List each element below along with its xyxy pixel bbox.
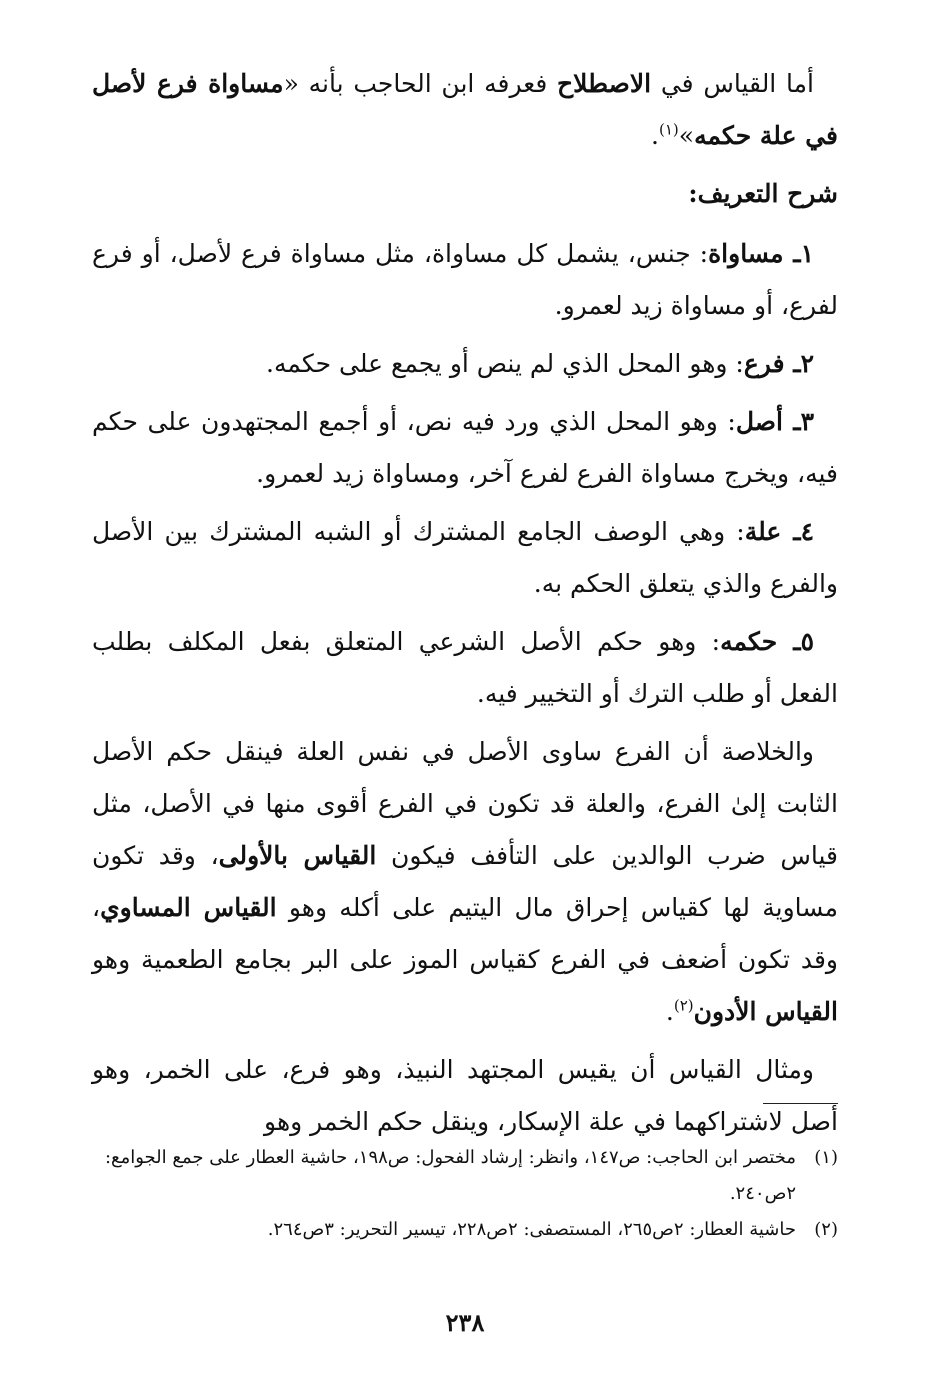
intro-end: .	[651, 121, 659, 150]
section-heading: شرح التعريف:	[688, 179, 838, 208]
item-number: ٢ـ	[784, 349, 814, 378]
item-term: فرع	[743, 349, 785, 378]
intro-quote-close: »	[678, 121, 695, 150]
summary-term-musawi: القياس المساوي	[100, 893, 277, 922]
item-text: : جنس، يشمل كل مساواة، مثل مساواة فرع لأصل، أو فرع لفرع، أو مساواة زيد لعمرو.	[92, 239, 838, 320]
footnote-number: (١)	[814, 1147, 838, 1168]
item-number: ٤ـ	[781, 517, 814, 546]
intro-bold-term: الاصطلاح	[557, 69, 652, 98]
summary-paragraph	[92, 726, 838, 1038]
example-paragraph: ومثال القياس أن يقيس المجتهد النبيذ، وهو فرع، على الخمر، وهو أصل لاشتراكهما في علة الإسكار، وينقل حكم الخمر وهو	[92, 1055, 838, 1136]
footnote-text: حاشية العطار: ٢ص٢٦٥، المستصفى: ٢ص٢٢٨، تيسير التحرير: ٣ص٢٦٤.	[267, 1219, 796, 1240]
item-number: ١ـ	[783, 239, 814, 268]
item-term: أصل	[735, 407, 783, 436]
item-text: : وهو المحل الذي ورد فيه نص، أو أجمع المجتهدون على حكم فيه، ويخرج مساواة الفرع لفرع آخر، ومساواة زيد لعمرو.	[92, 407, 838, 488]
definition-item	[92, 506, 838, 610]
item-term: حكمه	[720, 627, 778, 656]
footnote-ref-2[interactable]: (٢)	[673, 996, 694, 1015]
summary-text-1: والخلاصة أن الفرع ساوى الأصل في نفس العلة فينقل حكم الأصل الثابت إلىٰ الفرع، والعلة قد تكون في الفرع أقوى منها في الأصل، مثل قياس ضرب الوالدين على التأفف فيكون	[92, 737, 838, 870]
item-term: مساواة	[708, 239, 784, 268]
item-text: : وهو المحل الذي لم ينص أو يجمع على حكمه.	[266, 349, 744, 378]
item-text: : وهو حكم الأصل الشرعي المتعلق بفعل المكلف بطلب الفعل أو طلب الترك أو التخيير فيه.	[92, 627, 838, 708]
item-number: ٥ـ	[777, 627, 814, 656]
footnote-number: (٢)	[814, 1219, 838, 1240]
page-number: ٢٣٨	[445, 1308, 485, 1337]
definition-item	[92, 338, 838, 390]
footnote-ref-1[interactable]: (١)	[659, 120, 679, 139]
item-number: ٣ـ	[782, 407, 815, 436]
item-text: : وهي الوصف الجامع المشترك أو الشبه المشترك بين الأصل والفرع والذي يتعلق الحكم به.	[92, 517, 838, 598]
footnote-text: مختصر ابن الحاجب: ص١٤٧، وانظر: إرشاد الفحول: ص١٩٨، حاشية العطار على جمع الجوامع: ٢ص٢٤٠.	[104, 1147, 796, 1204]
definition-item	[92, 616, 838, 720]
summary-text-2: ، وقد تكون مساوية لها كقياس إحراق مال اليتيم على أكله وهو	[92, 841, 838, 922]
intro-text-1: أما القياس في	[651, 69, 814, 98]
footnote-divider	[763, 1103, 838, 1104]
item-term: علة	[744, 517, 782, 546]
intro-definition-quote: مساواة فرع لأصل في علة حكمه	[92, 69, 838, 150]
summary-term-adwan: القياس الأدون	[693, 997, 838, 1026]
footnotes	[92, 1140, 838, 1248]
footnote-1	[92, 1140, 838, 1212]
summary-end: .	[665, 997, 674, 1026]
page-body	[92, 58, 838, 1358]
definition-item	[92, 396, 838, 500]
summary-term-awla: القياس بالأولى	[218, 841, 377, 870]
definition-item	[92, 228, 838, 332]
intro-paragraph	[92, 58, 838, 162]
summary-text-3: ، وقد تكون أضعف في الفرع كقياس الموز على البر بجامع الطعمية وهو	[92, 893, 838, 974]
intro-text-2: فعرفه ابن الحاجب بأنه «	[283, 69, 558, 98]
footnote-2	[92, 1212, 838, 1248]
